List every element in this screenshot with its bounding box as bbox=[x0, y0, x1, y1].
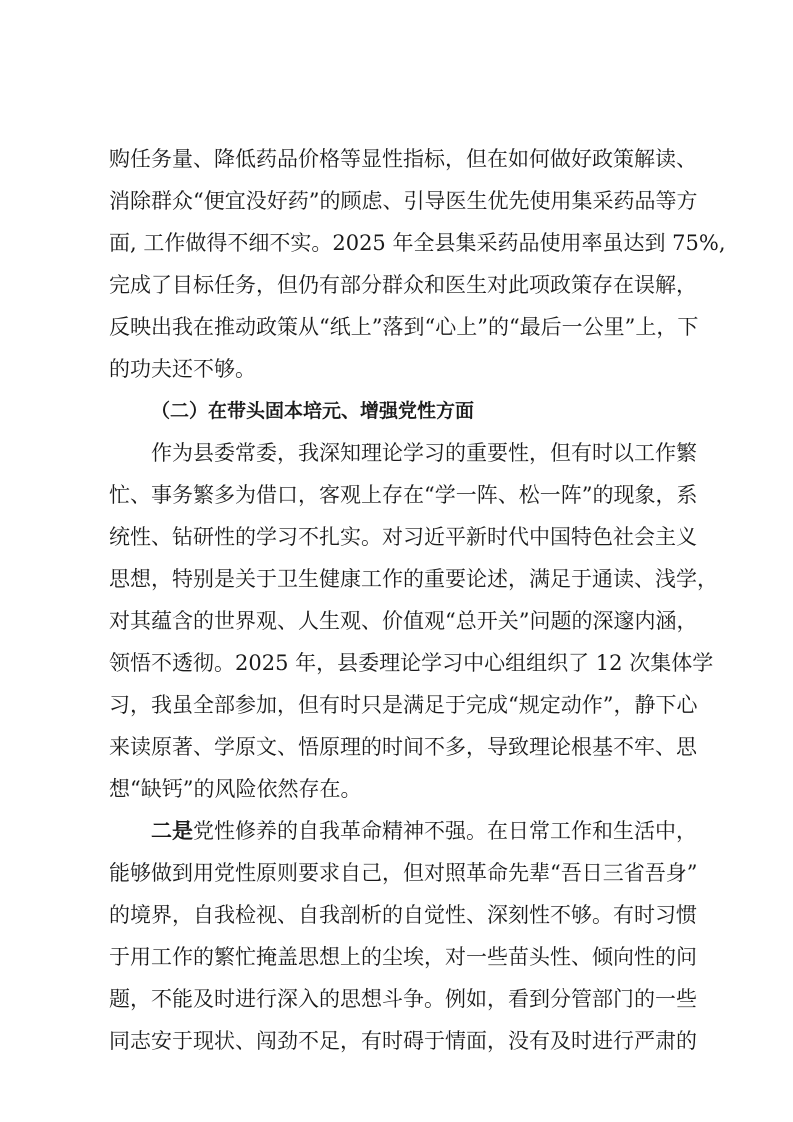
body-text-line: 题，不能及时进行深入的思想斗争。例如，看到分管部门的一些 bbox=[109, 987, 697, 1011]
body-text-line: 的境界，自我检视、自我剖析的自觉性、深刻性不够。有时习惯 bbox=[109, 903, 697, 927]
body-text-line: 能够做到用党性原则要求自己，但对照革命先辈“吾日三省吾身” bbox=[109, 861, 698, 885]
body-text-line: 完成了目标任务，但仍有部分群众和医生对此项政策存在误解， bbox=[109, 273, 697, 297]
body-text-line: 面, 工作做得不细不实。2025 年全县集采药品使用率虽达到 75%, bbox=[109, 231, 726, 255]
body-text-line: 反映出我在推动政策从“纸上”落到“心上”的“最后一公里”上，下 bbox=[109, 315, 699, 339]
body-text-line: 思想，特别是关于卫生健康工作的重要论述，满足于通读、浅学， bbox=[109, 567, 718, 591]
body-text-line: 忙、事务繁多为借口，客观上存在“学一阵、松一阵”的现象，系 bbox=[109, 483, 698, 507]
body-text-line: 的功夫还不够。 bbox=[109, 357, 256, 381]
body-text-line: 对其蕴含的世界观、人生观、价值观“总开关”问题的深邃内涵， bbox=[109, 609, 698, 633]
body-text-line: 于用工作的繁忙掩盖思想上的尘埃，对一些苗头性、倾向性的问 bbox=[109, 945, 697, 969]
body-text-line: 来读原著、学原文、悟原理的时间不多，导致理论根基不牢、思 bbox=[109, 735, 697, 759]
body-text-line: 消除群众“便宜没好药”的顾虑、引导医生优先使用集采药品等方 bbox=[109, 189, 698, 213]
body-text-line: 作为县委常委，我深知理论学习的重要性，但有时以工作繁 bbox=[151, 441, 697, 465]
body-text-line: 统性、钻研性的学习不扎实。对习近平新时代中国特色社会主义 bbox=[109, 525, 697, 549]
body-text-line: 购任务量、降低药品价格等显性指标，但在如何做好政策解读、 bbox=[109, 147, 697, 171]
paragraph-lead-rest: 党性修养的自我革命精神不强。在日常工作和生活中， bbox=[193, 819, 697, 843]
body-text-line: 想“缺钙”的风险依然存在。 bbox=[109, 777, 362, 801]
body-text-line: 同志安于现状、闯劲不足，有时碍于情面，没有及时进行严肃的 bbox=[109, 1029, 697, 1053]
paragraph-lead: 二是 bbox=[151, 818, 193, 843]
body-text-line: 领悟不透彻。2025 年，县委理论学习中心组组织了 12 次集体学 bbox=[109, 651, 714, 675]
body-text-line bbox=[151, 817, 695, 845]
section-heading: （二）在带头固本培元、增强党性方面 bbox=[151, 400, 475, 422]
body-text-line: 习，我虽全部参加，但有时只是满足于完成“规定动作”，静下心 bbox=[109, 693, 698, 717]
